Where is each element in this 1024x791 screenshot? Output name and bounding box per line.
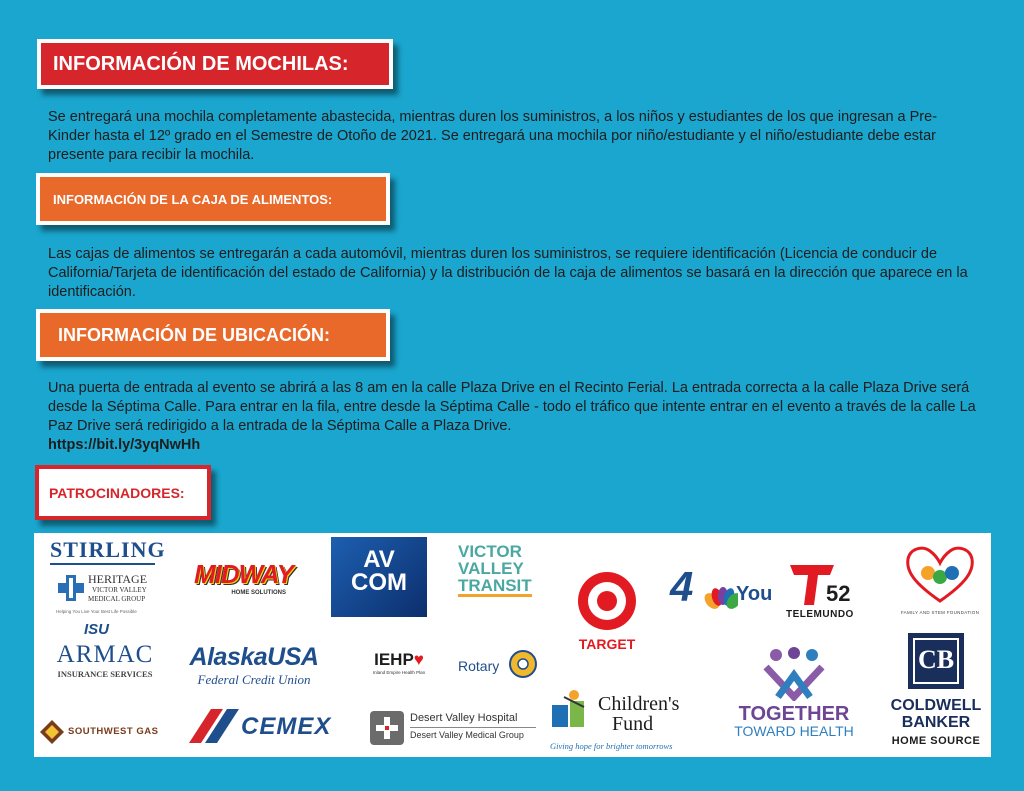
sponsors-header <box>35 465 211 520</box>
childrens-fund-logo: Children's Fund Giving hope for brighter tomorrows <box>548 687 700 753</box>
food-text: Las cajas de alimentos se entregarán a cada automóvil, mientras duren los suministros, se requiere identificación (Licencia de conducir de California/Tarjeta de identificación del estado de California) y la distribución de la caja de alimentos se basará en la dirección que aparece en la identificación. <box>48 246 968 300</box>
family-foundation-logo: FAMILY AND STEM FOUNDATION <box>894 543 986 623</box>
food-title: INFORMACIÓN DE LA CAJA DE ALIMENTOS: <box>53 191 333 207</box>
southwest-gas-logo: SOUTHWEST GAS <box>40 720 170 744</box>
target-logo: TARGET <box>572 571 642 652</box>
location-title: INFORMACIÓN DE UBICACIÓN: <box>58 324 330 345</box>
sponsors-panel <box>34 533 991 757</box>
food-header <box>36 173 390 225</box>
telemundo-logo: 52 TELEMUNDO <box>786 561 866 623</box>
together-toward-health-logo: TOGETHER TOWARD HEALTH <box>724 645 864 739</box>
location-body: Una puerta de entrada al evento se abrirá a las 8 am en la calle Plaza Drive en el Recinto Ferial. La entrada correcta a la calle Plaza Drive será desde la Séptima Calle. Para entrar en la fila, entre desde la Séptima Calle - todo el tráfico que intente entrar en el evento a través de la calle La Paz Drive será redirigido a la entrada de la Séptima Calle a Plaza Drive. <box>48 380 976 434</box>
location-header <box>36 309 390 361</box>
coldwell-banker-logo: CB COLDWELL BANKER HOME SOURCE <box>878 633 994 747</box>
armac-logo: ARMAC INSURANCE SERVICES <box>56 641 154 679</box>
sponsors-title: PATROCINADORES: <box>49 484 185 501</box>
backpacks-text: Se entregará una mochila completamente abastecida, mientras duren los suministros, a los niños y estudiantes de los que ingresan a Pre-Kinder hasta el 12º grado en el Semestre de Otoño de 2021. Se entregará una mochila por niño/estudiante y el niño/estudiante debe estar presente para recibir la mochila. <box>48 109 938 163</box>
backpacks-header <box>37 39 393 89</box>
isu-logo: ISU <box>84 621 110 638</box>
cemex-logo: CEMEX <box>189 709 349 743</box>
alaska-usa-logo: AlaskaUSA Federal Credit Union <box>189 643 319 687</box>
stirling-logo: STIRLING <box>50 537 166 565</box>
heritage-logo: HERITAGE VICTOR VALLEY MEDICAL GROUP Helping You Live Your Best Life Possible <box>56 572 148 614</box>
backpacks-title: INFORMACIÓN DE MOCHILAS: <box>53 52 349 75</box>
avcom-logo: AV COM <box>331 537 427 617</box>
rotary-logo: Rotary <box>458 649 542 683</box>
midway-logo: MIDWAY HOME SOLUTIONS <box>194 559 293 596</box>
location-text <box>48 379 978 455</box>
iehp-logo: IEHP♥ Inland Empire Health Plan <box>372 650 426 675</box>
victor-valley-transit-logo: VICTOR VALLEY TRANSIT <box>458 542 532 595</box>
desert-valley-logo: Desert Valley Hospital Desert Valley Medical Group <box>370 709 538 745</box>
location-link[interactable]: https://bit.ly/3yqNwHh <box>48 437 201 453</box>
nbc4-logo: 4 You <box>670 563 773 610</box>
